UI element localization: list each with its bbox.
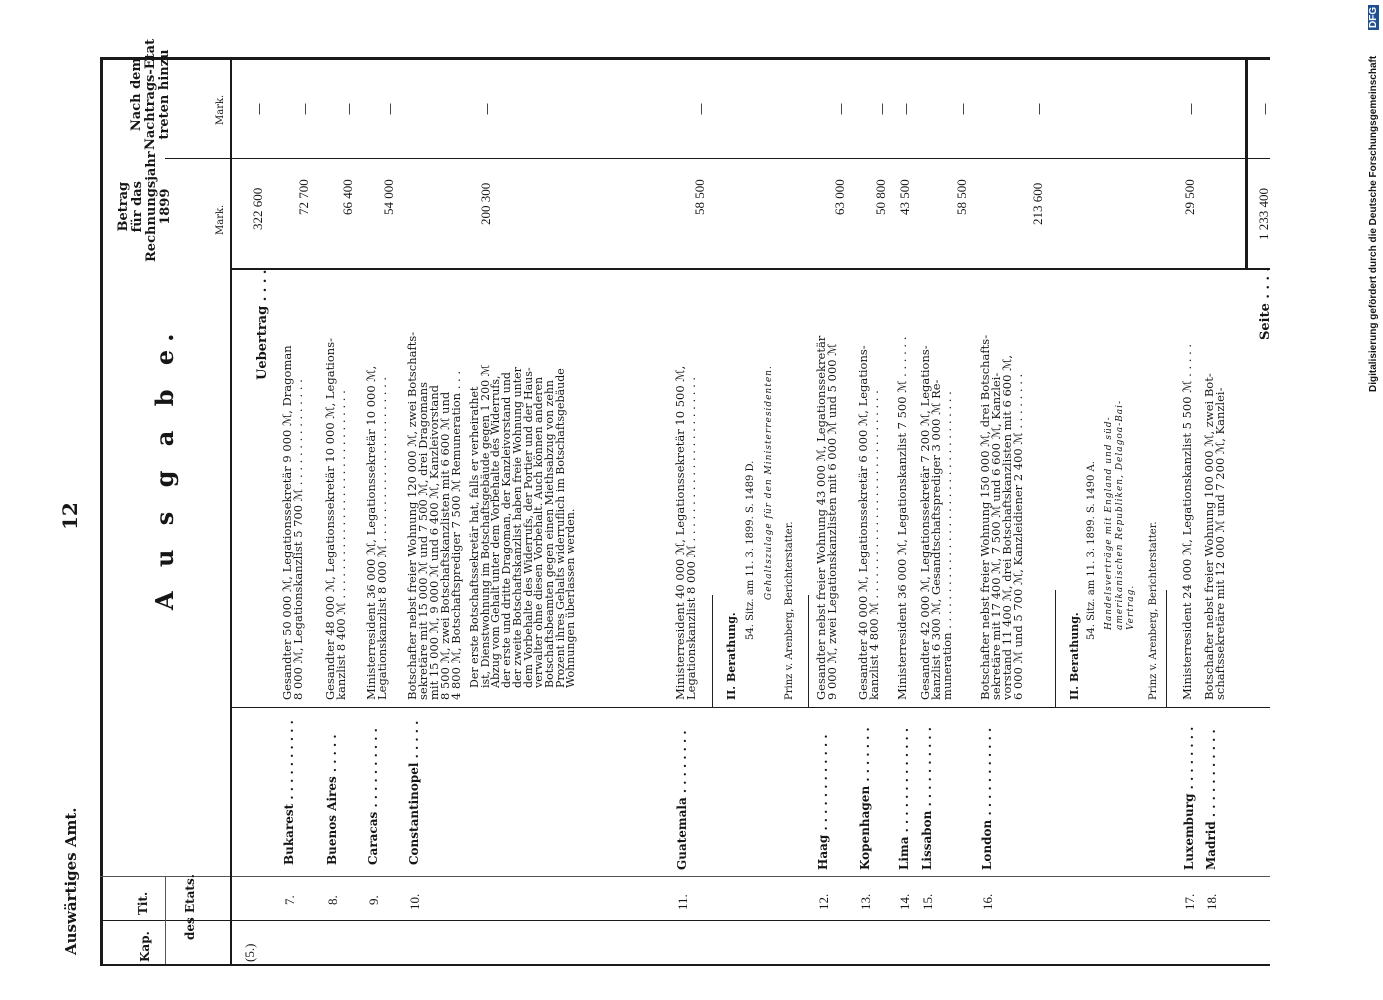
betrag-lissabon: 58 500: [954, 179, 969, 215]
top-rule: [100, 57, 1270, 60]
kap-value: (5.): [242, 943, 257, 962]
beratung-1-line1: 54. Sitz. am 11. 3. 1899. S. 1489 D.: [745, 460, 756, 640]
tit-col-rule: [100, 876, 1270, 877]
header-row-rule: [100, 920, 1270, 921]
footer-betrag: 1 233 400: [1256, 188, 1271, 240]
place-bukarest: Bukarest . . . . . . . . . .: [282, 720, 296, 865]
footer-rule: [1245, 57, 1248, 270]
col-nach-unit: Mark.: [215, 94, 226, 125]
tit-header-split: [165, 876, 166, 964]
desc-madrid: Botschafter nebst freier Wohnung 100 000 ℳ, zwei Bot- schaftssekretäre mit 12 000 ℳ und 7 200 ℳ, Kanzlei-: [1202, 373, 1227, 700]
place-lima: Lima . . . . . . . . . . . . .: [897, 727, 911, 870]
tit-9: 9.: [366, 895, 381, 905]
betrag-lima: 43 500: [897, 179, 912, 215]
col-tit: Tit.: [136, 891, 150, 915]
desc-guatemala: Ministerresident 40 000 ℳ, Legationssekretär 10 500 ℳ, Legationskanzlist 8 000 ℳ . . . . . . . . . . . . . . . . . . . . . . .: [673, 365, 698, 700]
desc-kopenhagen: Gesandter 40 000 ℳ, Legationssekretär 6 000 ℳ, Legations- kanzlist 4 800 ℳ . . . . . . . . . . . . . . . . . . . . . . . . . . . . .: [856, 345, 881, 700]
tit-7: 7.: [282, 895, 297, 905]
dfg-logo: DFG: [1368, 6, 1379, 28]
col-nach: Nach dem Nachtrags-Etat treten hinzu: [129, 38, 172, 150]
place-luxemburg: Luxemburg . . . . . . . .: [1182, 726, 1196, 870]
betrag-haag: 63 000: [832, 179, 847, 215]
page-title: A u s g a b e.: [150, 325, 179, 610]
beratung-2-line2: Handelsverträge mit England und süd- amerikanischen Republiken, Delagoa-Bai- Vertrag.: [1104, 399, 1136, 630]
beratung-2-line1: 54. Sitz. am 11. 3. 1899. S. 1490 A.: [1086, 461, 1097, 640]
nach-london: —: [1032, 103, 1046, 115]
nach-lima: —: [899, 103, 913, 115]
betrag-col-rule: [165, 158, 1270, 159]
uebertrag-nach: —: [252, 103, 266, 115]
tit-10: 10.: [407, 893, 422, 910]
beratung-1-line2: Gehaltszulage für den Ministerresidenten.: [764, 365, 774, 600]
desc-london: Botschafter nebst freier Wohnung 150 000 ℳ, drei Botschafts- sekretäre mit 17 400 ℳ, 7 500 ℳ und 6 600 ℳ, Kanzlei- vorstand 11 400 ℳ, drei Botschaftskanzlisten mit 6 600 ℳ, 6 000 ℳ und 5 700 ℳ, Kanzleidiener 2 400 ℳ . . . . . . . .: [978, 334, 1025, 700]
beratung-2-line3: Prinz v. Arenberg, Berichterstatter.: [1148, 521, 1159, 700]
desc-col-rule: [230, 268, 1270, 270]
desc-caracas: Ministerresident 36 000 ℳ, Legationssekretär 10 000 ℳ, Legationskanzlist 8 000 ℳ . . . . . . . . . . . . . . . . . . . . . . .: [364, 365, 389, 700]
betrag-guatemala: 58 500: [692, 179, 707, 215]
tit-17: 17.: [1182, 893, 1197, 910]
place-caracas: Caracas . . . . . . . . . .: [366, 728, 380, 865]
watermark: Digitalisierung gefördert durch die Deutsche Forschungsgemeinschaft: [1368, 55, 1379, 392]
betrag-bukarest: 72 700: [296, 179, 311, 215]
tit-13: 13.: [858, 893, 873, 910]
nach-caracas: —: [383, 103, 397, 115]
col-betrag-unit: Mark.: [215, 204, 226, 235]
footer-nach: —: [1258, 103, 1272, 115]
uebertrag-label: Uebertrag . . . .: [255, 269, 270, 380]
desc-bukarest: Gesandter 50 000 ℳ, Legationssekretär 9 000 ℳ, Dragoman 8 000 ℳ, Legationskanzlist 5 700 ℳ . . . . . . . . . . . . . . .: [280, 345, 305, 700]
col-betrag: Betrag für das Rechnungsjahr 1899: [116, 151, 173, 262]
betrag-caracas: 54 000: [381, 179, 396, 215]
beratung-1-line3: Prinz v. Arenberg, Berichterstatter.: [784, 521, 795, 700]
tit-14: 14.: [897, 893, 912, 910]
betrag-luxemburg: 29 500: [1182, 179, 1197, 215]
beratung-2-head: II. Berathung.: [1068, 612, 1081, 700]
place-guatemala: Guatemala . . . . . . . .: [675, 730, 689, 870]
place-haag: Haag . . . . . . . . . . . .: [816, 734, 830, 870]
tit-12: 12.: [816, 893, 831, 910]
nach-luxemburg: —: [1184, 103, 1198, 115]
betrag-kopenhagen: 50 800: [873, 179, 888, 215]
place-london: London . . . . . . . . . . .: [980, 727, 994, 870]
betrag-buenos-aires: 66 400: [340, 179, 355, 215]
betrag-london: 213 600: [1030, 182, 1045, 225]
header-bottom-rule: [230, 57, 232, 966]
left-rule: [100, 57, 103, 966]
bottom-rule: [100, 964, 1270, 966]
nach-constantinopel: —: [480, 103, 494, 115]
place-constantinopel: Constantinopel . . . . .: [407, 720, 421, 865]
desc-buenos-aires: Gesandter 48 000 ℳ, Legationssekretär 10 000 ℳ, Legations- kanzlist 8 400 ℳ . . . . . . . . . . . . . . . . . . . . . . . . . . . . .: [323, 338, 348, 700]
desc-haag: Gesandter nebst freier Wohnung 43 000 ℳ, Legationssekretär 9 000 ℳ, zwei Legationskanzlisten mit 6 000 ℳ und 5 000 ℳ: [814, 335, 839, 700]
page-number: 12: [58, 502, 82, 530]
col-kap: Kap.: [138, 931, 152, 962]
section-title: Auswärtiges Amt.: [62, 807, 80, 955]
nach-bukarest: —: [298, 103, 312, 115]
place-lissabon: Lissabon . . . . . . . . . .: [920, 727, 934, 870]
tit-8: 8.: [325, 895, 340, 905]
tit-16: 16.: [980, 893, 995, 910]
betrag-constantinopel: 200 300: [478, 182, 493, 225]
desc-luxemburg: Ministerresident 24 000 ℳ, Legationskanzlist 5 500 ℳ . . . . .: [1180, 343, 1194, 700]
tit-18: 18.: [1204, 893, 1219, 910]
uebertrag-betrag: 322 600: [250, 187, 265, 230]
desc-constantinopel: Botschafter nebst freier Wohnung 120 000 ℳ, zwei Botschafts- sekretäre mit 15 000 ℳ und 7 500 ℳ, drei Dragomans mit 15 000 ℳ, 9 000 ℳ und 6 400 ℳ, Kanzleivorstand 8 500 ℳ, zwei Botschaftskanzlisten mit 6 600 ℳ und 4 800 ℳ, Botschaftsprediger 7 500 ℳ Remuneration . . .: [405, 331, 463, 700]
tit-15: 15.: [920, 893, 935, 910]
col-des-etats: des Etats.: [183, 874, 197, 940]
desc-lima: Ministerresident 36 000 ℳ, Legationskanzlist 7 500 ℳ . . . . . .: [895, 336, 909, 700]
tit-11: 11.: [675, 894, 690, 910]
nach-buenos-aires: —: [342, 103, 356, 115]
desc-lissabon: Gesandter 42 000 ℳ, Legationssekretär 7 200 ℳ, Legations- kanzlist 6 300 ℳ, Gesandtschaftsprediger 3 000 ℳ Re- muneration . . . . . . . . . . . . . . . . . . . . . . . . . . . . . . . . .: [918, 345, 954, 700]
place-madrid: Madrid . . . . . . . . . . .: [1204, 729, 1218, 870]
nach-haag: —: [834, 103, 848, 115]
nach-kopenhagen: —: [875, 103, 889, 115]
place-kopenhagen: Kopenhagen . . . . . . .: [858, 727, 872, 870]
beratung-1-head: II. Berathung.: [725, 612, 738, 700]
place-buenos-aires: Buenos Aires . . . . .: [325, 734, 339, 865]
note-constantinopel: Der erste Botschaftssekretär hat, falls er verheirathet ist, Dienstwohnung im Botschaftsgebäude gegen 1 200 ℳ Abzug vom Gehalt unter dem Vorbehalte des Widerrufs, der erste und dritte Dragoman, der Kanzleivorstand und der zweite Botschaftskanzlist haben freie Wohnung unter dem Vorbehalte des Widerrufs, der Portier und der Haus- verwalter ohne diesen Vorbehalt. Auch können anderen Botschaftsbeamten gegen einen Miethsabzug von zehn Prozent ihres Gehalts widerruflich im Botschaftsgebäude Wohnungen überlassen werden.: [468, 364, 578, 688]
footer-label: Seite . . . .: [1258, 266, 1273, 340]
nach-lissabon: —: [956, 103, 970, 115]
nach-guatemala: —: [694, 103, 708, 115]
